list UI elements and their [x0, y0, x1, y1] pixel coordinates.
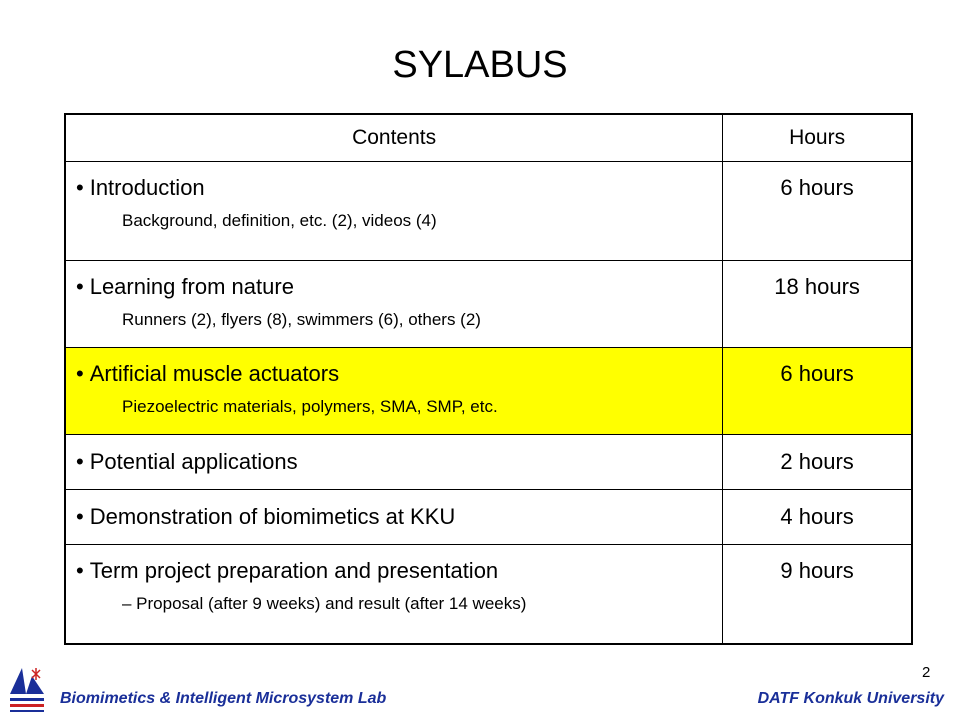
row-title: Potential applications [89, 449, 298, 474]
slide-title: SYLABUS [392, 44, 568, 86]
bullet-icon: • [76, 361, 84, 386]
row-subtitle: Background, definition, etc. (2), videos (4) [122, 211, 437, 230]
row-title: Artificial muscle actuators [89, 361, 340, 386]
syllabus-table [64, 113, 913, 645]
row-hours: 2 hours [780, 449, 854, 474]
page-number: 2 [922, 664, 931, 681]
table-row [65, 435, 912, 490]
row-hours: 6 hours [780, 175, 854, 200]
bullet-icon: • [76, 449, 84, 474]
row-title: Demonstration of biomimetics at KKU [89, 504, 456, 529]
row-title: Learning from nature [89, 274, 294, 299]
row-subtitle: Runners (2), flyers (8), swimmers (6), others (2) [122, 310, 481, 329]
row-hours: 9 hours [780, 558, 854, 583]
bullet-icon: • [76, 175, 84, 200]
footer-lab-name: Biomimetics & Intelligent Microsystem Lab [60, 690, 387, 707]
row-title: Introduction [89, 175, 205, 200]
table-row-highlighted [65, 348, 912, 435]
row-hours: 6 hours [780, 361, 854, 386]
table-row [65, 545, 912, 645]
bullet-icon: • [76, 558, 84, 583]
table-row [65, 162, 912, 261]
bullet-icon: • [76, 504, 84, 529]
table-header-row [65, 114, 912, 162]
table-row [65, 490, 912, 545]
row-subtitle: Piezoelectric materials, polymers, SMA, SMP, etc. [122, 397, 498, 416]
row-title: Term project preparation and presentation [89, 558, 499, 583]
lab-logo-icon [4, 660, 50, 716]
header-contents: Contents [65, 114, 723, 162]
table-row [65, 261, 912, 348]
header-hours: Hours [723, 114, 912, 162]
row-subtitle: – Proposal (after 9 weeks) and result (after 14 weeks) [122, 594, 527, 613]
footer-university: DATF Konkuk University [757, 690, 944, 707]
row-hours: 4 hours [780, 504, 854, 529]
bullet-icon: • [76, 274, 84, 299]
row-hours: 18 hours [774, 274, 860, 299]
